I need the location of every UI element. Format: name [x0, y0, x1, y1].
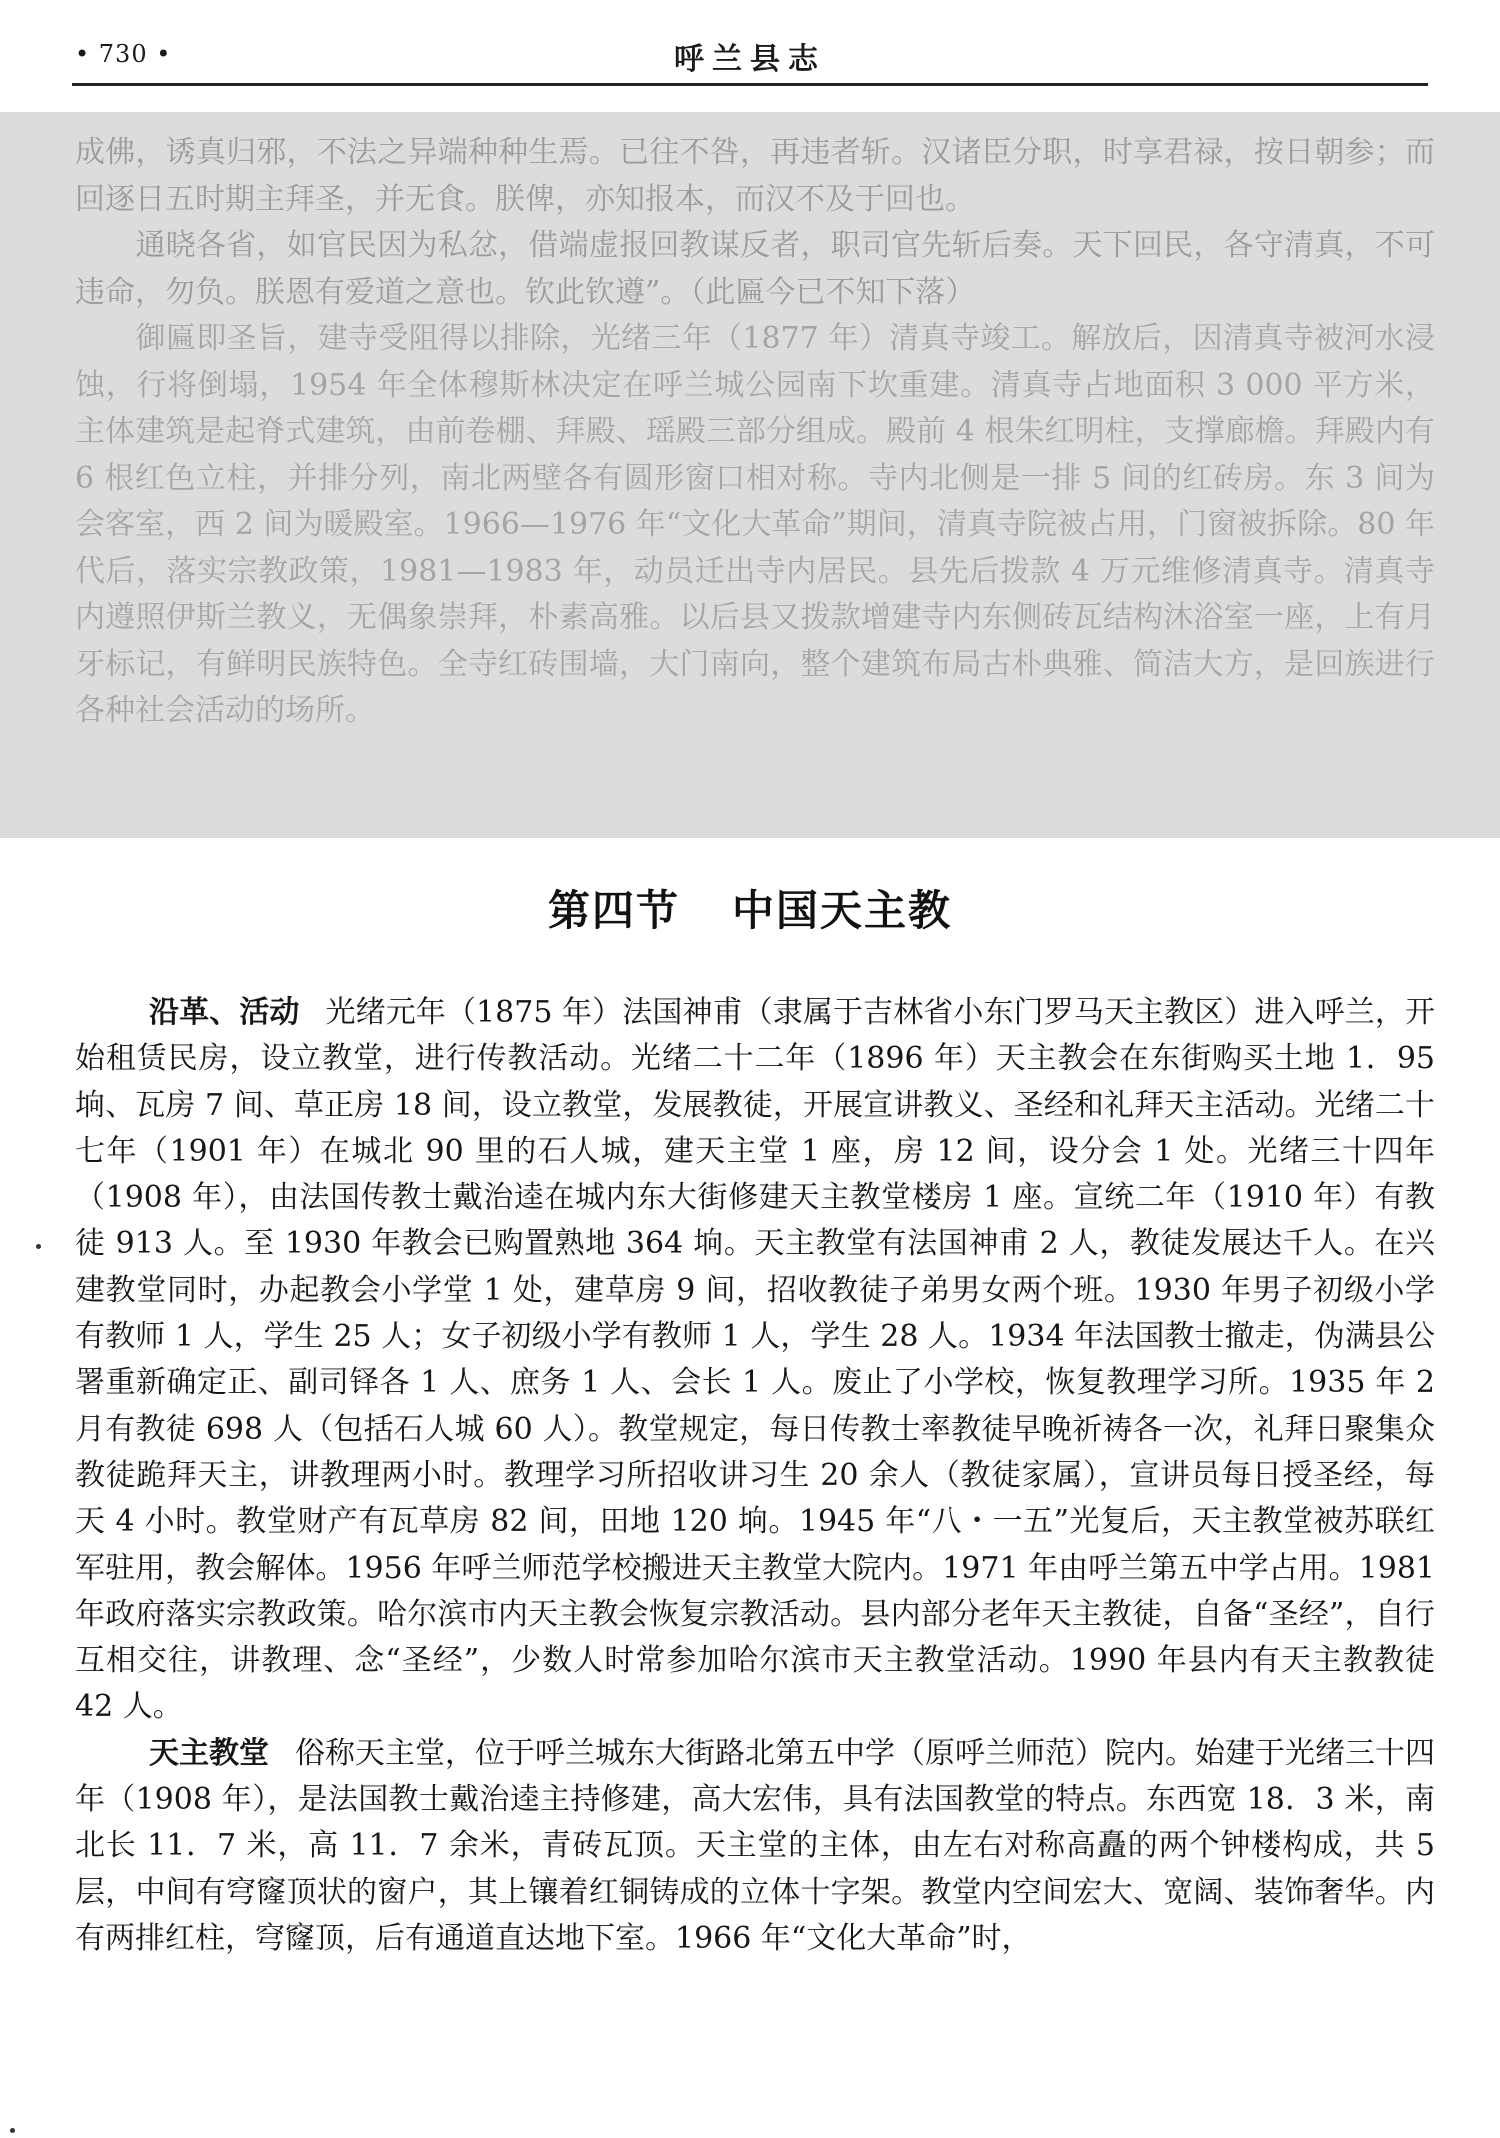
section-title: 中国天主教: [732, 886, 953, 935]
paragraph-history: [75, 990, 1435, 1731]
run-in-heading-church: 天主教堂: [149, 1735, 269, 1771]
run-in-heading-history: 沿革、活动: [149, 995, 300, 1030]
scan-speck: [36, 1244, 41, 1249]
paragraph-history-text: 光绪元年（1875 年）法国神甫（隶属于吉林省小东门罗马天主教区）进入呼兰，开始租赁民房，设立教堂，进行传教活动。光绪二十二年（1896 年）天主教会在东街购买土地 1．95 垧、瓦房 7 间、草正房 18 间，设立教堂，发展教徒，开展宣讲教义、圣经和礼拜天主活动。光绪二十七年（1901 年）在城北 90 里的石人城，建天主堂 1 座，房 12 间，设分会 1 处。光绪三十四年（1908 年），由法国传教士戴治逵在城内东大街修建天主教堂楼房 1 座。宣统二年（1910 年）有教徒 913 人。至 1930 年教会已购置熟地 364 垧。天主教堂有法国神甫 2 人，教徒发展达千人。在兴建教堂同时，办起教会小学堂 1 处，建草房 9 间，招收教徒子弟男女两个班。1930 年男子初级小学有教师 1 人，学生 25 人；女子初级小学有教师 1 人，学生 28 人。1934 年法国教士撤走，伪满县公署重新确定正、副司铎各 1 人、庶务 1 人、会长 1 人。废止了小学校，恢复教理学习所。1935 年 2 月有教徒 698 人（包括石人城 60 人）。教堂规定，每日传教士率教徒早晚祈祷各一次，礼拜日聚集众教徒跪拜天主，讲教理两小时。教理学习所招收讲习生 20 余人（教徒家属），宣讲员每日授圣经，每天 4 小时。教堂财产有瓦草房 82 间，田地 120 垧。1945 年“八・一五”光复后，天主教堂被苏联红军驻用，教会解体。1956 年呼兰师范学校搬进天主教堂大院内。1971 年由呼兰第五中学占用。1981 年政府落实宗教政策。哈尔滨市内天主教会恢复宗教活动。县内部分老年天主教徒，自备“圣经”，自行互相交往，讲教理、念“圣经”，少数人时常参加哈尔滨市天主教堂活动。1990 年县内有天主教教徒 42 人。: [75, 995, 1435, 1725]
running-title: 呼兰县志: [674, 42, 826, 77]
excerpt-paragraph-1: 成佛，诱真归邪，不法之异端种种生焉。已往不咎，再违者斩。汉诸臣分职，时享君禄，按日朝参；而回逐日五时期主拜圣，并无食。朕俾，亦知报本，而汉不及于回也。: [75, 135, 1435, 217]
paragraph-church: [75, 1731, 1435, 1962]
page-number: • 730 •: [75, 40, 172, 68]
page-header: [0, 0, 1500, 88]
paragraph-church-text: 俗称天主堂，位于呼兰城东大街路北第五中学（原呼兰师范）院内。始建于光绪三十四年（1908 年），是法国教士戴治逵主持修建，高大宏伟，具有法国教堂的特点。东西宽 18．3 米，南北长 11．7 米，高 11．7 余米，青砖瓦顶。天主堂的主体，由左右对称高矗的两个钟楼构成，共 5 层，中间有穹窿顶状的窗户，其上镶着红铜铸成的立体十字架。教堂内空间宏大、宽阔、装饰奢华。内有两排红柱，穹窿顶，后有通道直达地下室。1966 年“文化大革命”时，: [75, 1735, 1435, 1956]
header-rule: [72, 83, 1428, 86]
excerpt-paragraph-3: 御匾即圣旨，建寺受阻得以排除，光绪三年（1877 年）清真寺竣工。解放后，因清真寺被河水浸蚀，行将倒塌，1954 年全体穆斯林决定在呼兰城公园南下坎重建。清真寺占地面积 3 000 平方米，主体建筑是起脊式建筑，由前卷棚、拜殿、瑶殿三部分组成。殿前 4 根朱红明柱，支撑廊檐。拜殿内有 6 根红色立柱，并排分列，南北两壁各有圆形窗口相对称。寺内北侧是一排 5 间的红砖房。东 3 间为会客室，西 2 间为暖殿室。1966—1976 年“文化大革命”期间，清真寺院被占用，门窗被拆除。80 年代后，落实宗教政策，1981—1983 年，动员迁出寺内居民。县先后拨款 4 万元维修清真寺。清真寺内遵照伊斯兰教义，无偶象崇拜，朴素高雅。以后县又拨款增建寺内东侧砖瓦结构沐浴室一座，上有月牙标记，有鲜明民族特色。全寺红砖围墙，大门南向，整个建筑布局古朴典雅、简洁大方，是回族进行各种社会活动的场所。: [75, 321, 1435, 728]
shaded-excerpt: [75, 130, 1435, 735]
excerpt-paragraph-2: 通晓各省，如官民因为私忿，借端虚报回教谋反者，职司官先斩后奏。天下回民，各守清真，不可违命，勿负。朕恩有爱道之意也。钦此钦遵”。（此匾今已不知下落）: [75, 228, 1435, 310]
body-text: [75, 990, 1435, 1962]
section-number: 第四节: [547, 886, 680, 935]
section-heading: [0, 878, 1500, 938]
scan-speck: [10, 2128, 15, 2133]
